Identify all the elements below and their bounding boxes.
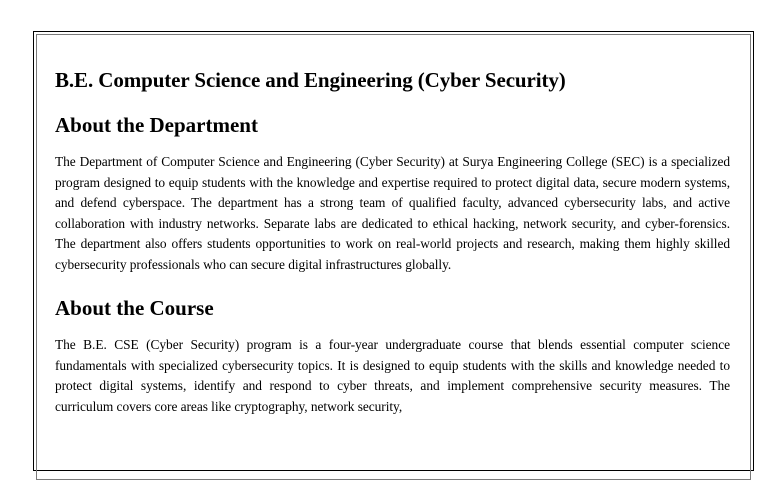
- document-content: [55, 68, 730, 417]
- page-title: B.E. Computer Science and Engineering (Cyber Security): [55, 68, 566, 92]
- section-body-department: The Department of Computer Science and Engineering (Cyber Security) at Surya Engineering College (SEC) is a specialized program designed to equip students with the knowledge and expertise required to protect digital data, secure modern systems, and defend cyberspace. The department has a strong team of qualified faculty, advanced cybersecurity labs, and active collaboration with industry networks. Separate labs are dedicated to ethical hacking, network security, and cyber-forensics. The department also offers students opportunities to work on real-world projects and research, making them highly skilled cybersecurity professionals who can secure digital infrastructures globally.: [55, 154, 730, 272]
- section-heading-department: About the Department: [55, 113, 258, 137]
- section-heading-course: About the Course: [55, 296, 214, 320]
- section-body-course: The B.E. CSE (Cyber Security) program is a four-year undergraduate course that blends essential computer science fundamentals with specialized cybersecurity topics. It is designed to equip students with the skills and knowledge needed to protect digital systems, identify and respond to cyber threats, and implement comprehensive security measures. The curriculum covers core areas like cryptography, network security,: [55, 337, 730, 414]
